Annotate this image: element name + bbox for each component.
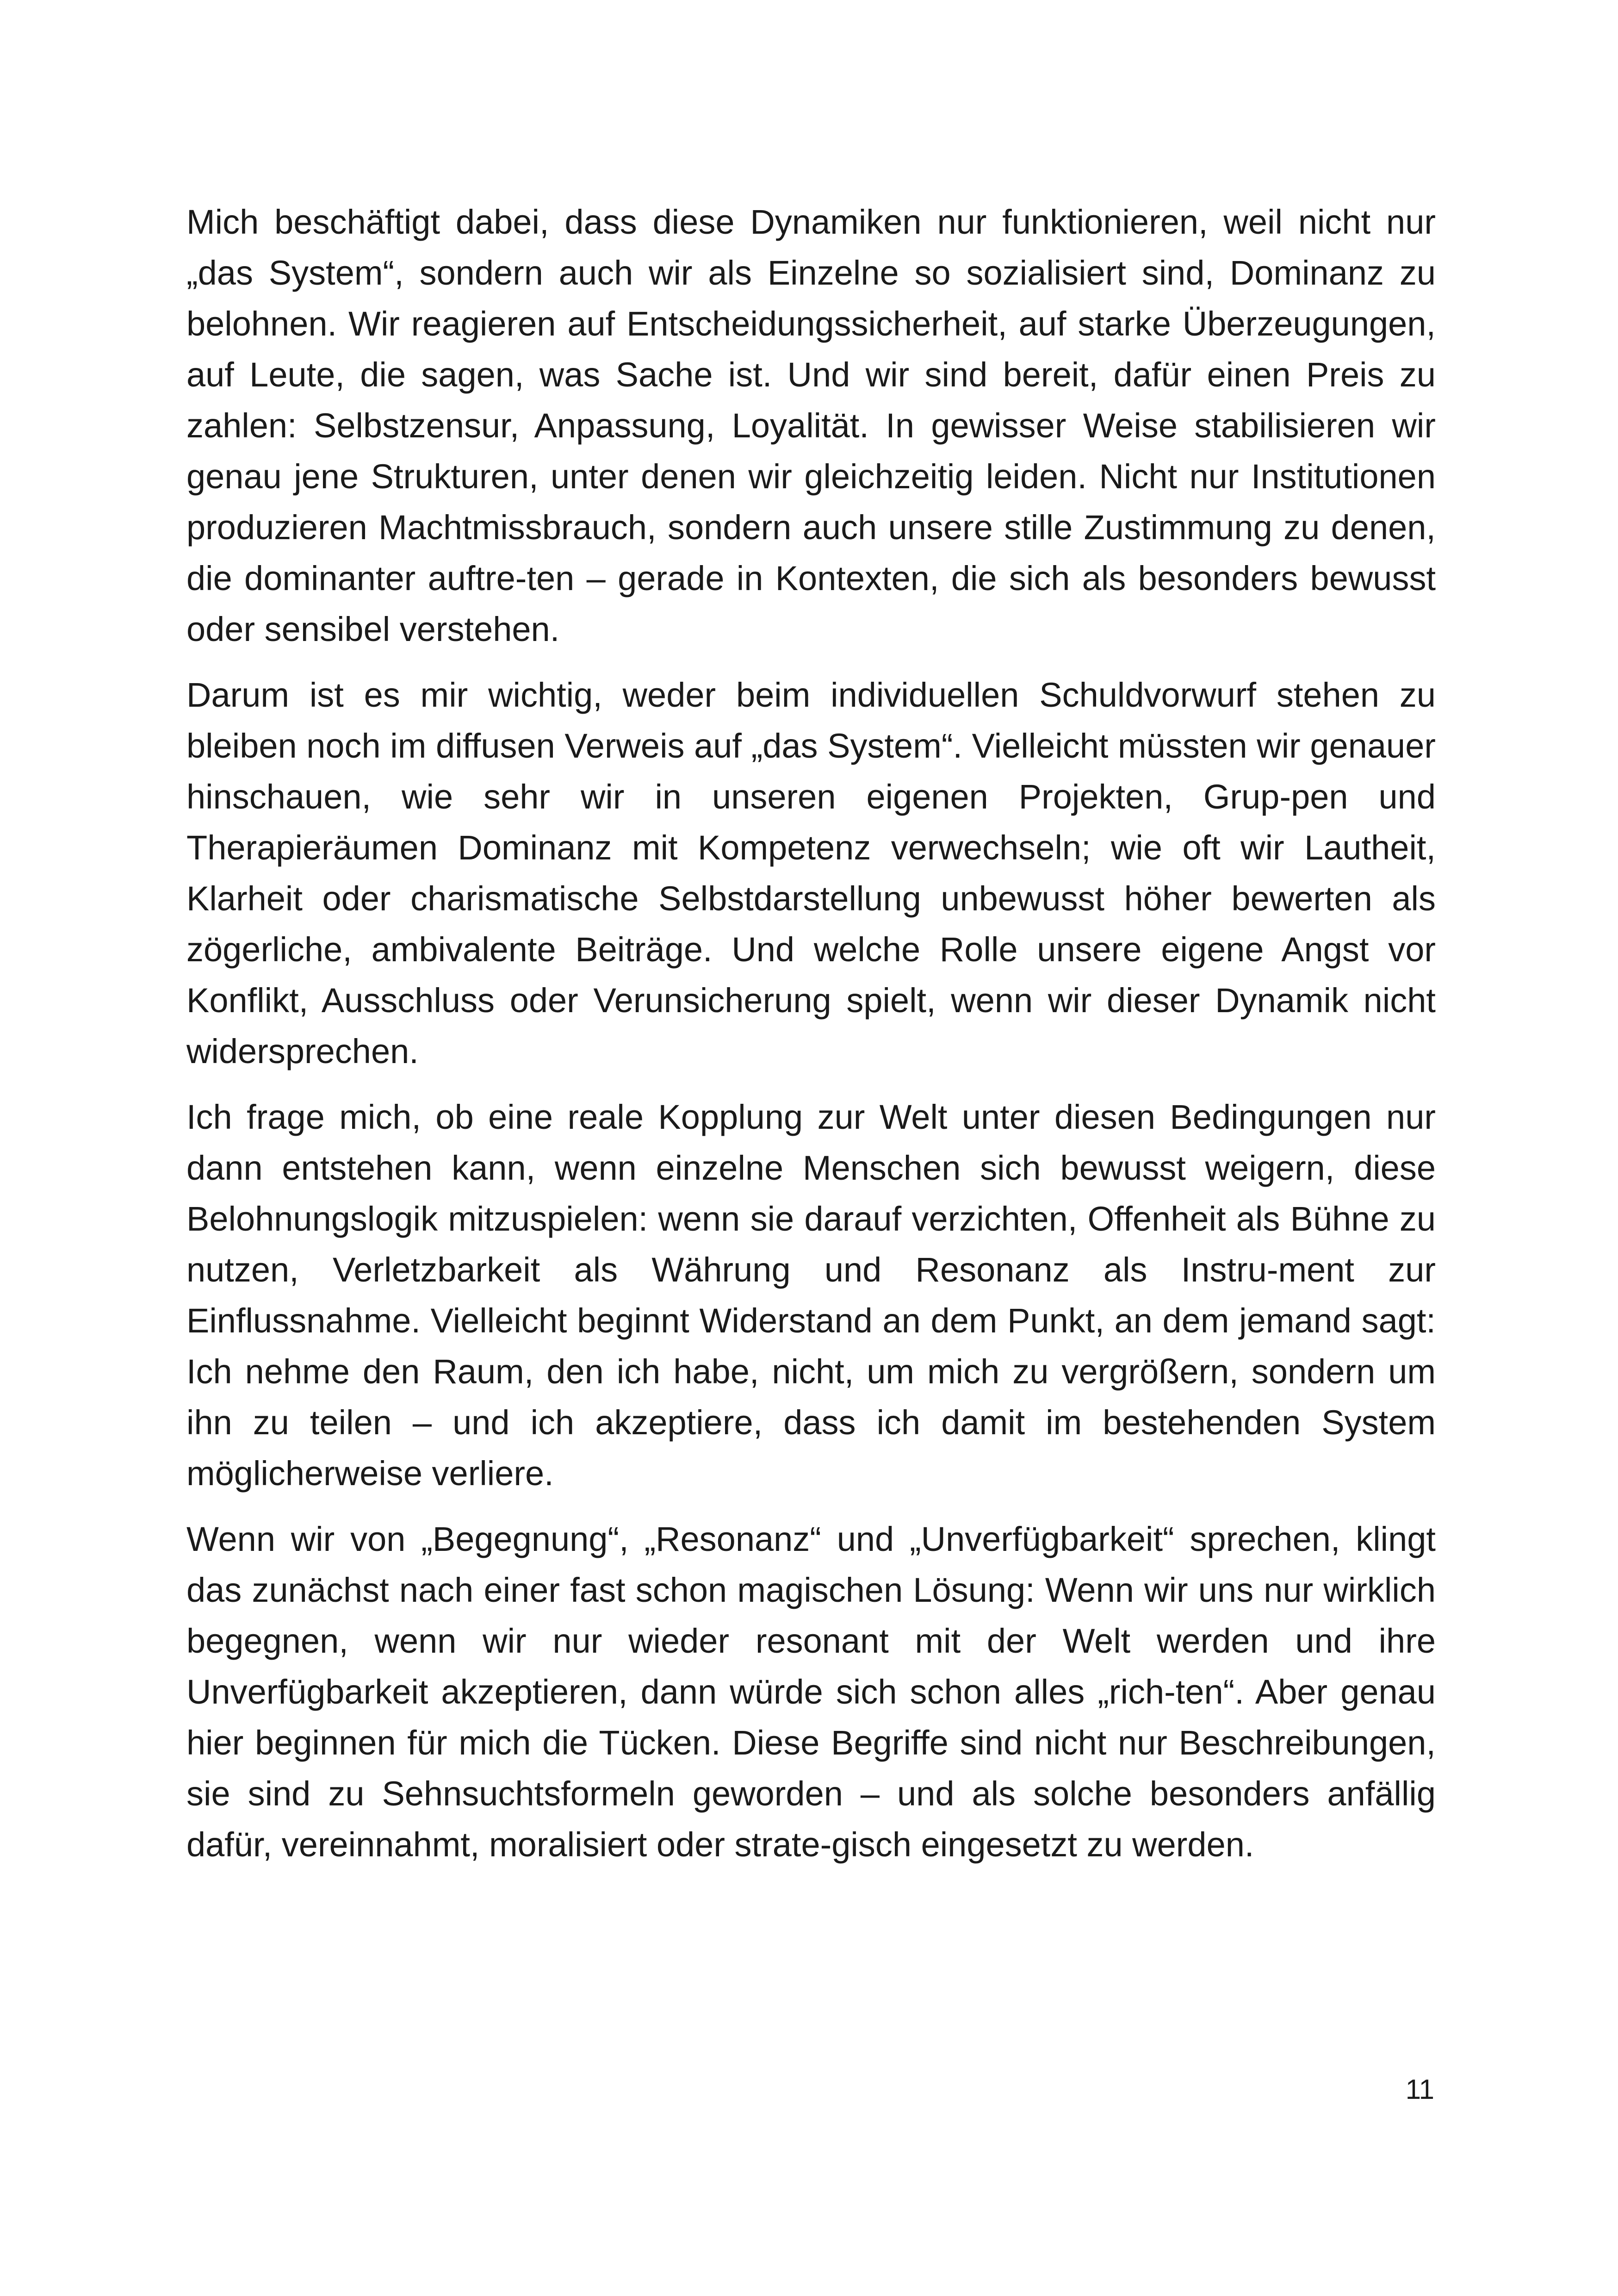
paragraph-3: Ich frage mich, ob eine reale Kopplung zur Welt unter diesen Bedingungen nur dann entstehen kann, wenn einzelne Menschen sich bewusst weigern, diese Belohnungslogik mitzuspielen: wenn sie darauf verzichten, Offenheit als Bühne zu nutzen, Verletzbarkeit als Währung und Resonanz als Instru-ment zur Einflussnahme. Vielleicht beginnt Widerstand an dem Punkt, an dem jemand sagt: Ich nehme den Raum, den ich habe, nicht, um mich zu vergrößern, sondern um ihn zu teilen – und ich akzeptiere, dass ich damit im bestehenden System möglicherweise verliere. [186,1098,1436,1493]
paragraph-1: Mich beschäftigt dabei, dass diese Dynamiken nur funktionieren, weil nicht nur „das System“, sondern auch wir als Einzelne so sozialisiert sind, Dominanz zu belohnen. Wir reagieren auf Entscheidungssicherheit, auf starke Überzeugungen, auf Leute, die sagen, was Sache ist. Und wir sind bereit, dafür einen Preis zu zahlen: Selbstzensur, Anpassung, Loyalität. In gewisser Weise stabilisieren wir genau jene Strukturen, unter denen wir gleichzeitig leiden. Nicht nur Institutionen produzieren Machtmissbrauch, sondern auch unsere stille Zustimmung zu denen, die dominanter auftre-ten – gerade in Kontexten, die sich als besonders bewusst oder sensibel verstehen. [186,203,1436,648]
body-text [186,197,1436,1885]
paragraph-4: Wenn wir von „Begegnung“, „Resonanz“ und „Unverfügbarkeit“ sprechen, klingt das zunächst nach einer fast schon magischen Lösung: Wenn wir uns nur wirklich begegnen, wenn wir nur wieder resonant mit der Welt werden und ihre Unverfügbarkeit akzeptieren, dann würde sich schon alles „rich-ten“. Aber genau hier beginnen für mich die Tücken. Diese Begriffe sind nicht nur Beschreibungen, sie sind zu Sehnsuchtsformeln geworden – und als solche besonders anfällig dafür, vereinnahmt, moralisiert oder strate-gisch eingesetzt zu werden. [186,1520,1436,1864]
paragraph-2: Darum ist es mir wichtig, weder beim individuellen Schuldvorwurf stehen zu bleiben noch im diffusen Verweis auf „das System“. Vielleicht müssten wir genauer hinschauen, wie sehr wir in unseren eigenen Projekten, Grup-pen und Therapieräumen Dominanz mit Kompetenz verwechseln; wie oft wir Lautheit, Klarheit oder charismatische Selbstdarstellung unbewusst höher bewerten als zögerliche, ambivalente Beiträge. Und welche Rolle unsere eigene Angst vor Konflikt, Ausschluss oder Verunsicherung spielt, wenn wir dieser Dynamik nicht widersprechen. [186,676,1436,1070]
page-number: 11 [1405,2074,1434,2105]
